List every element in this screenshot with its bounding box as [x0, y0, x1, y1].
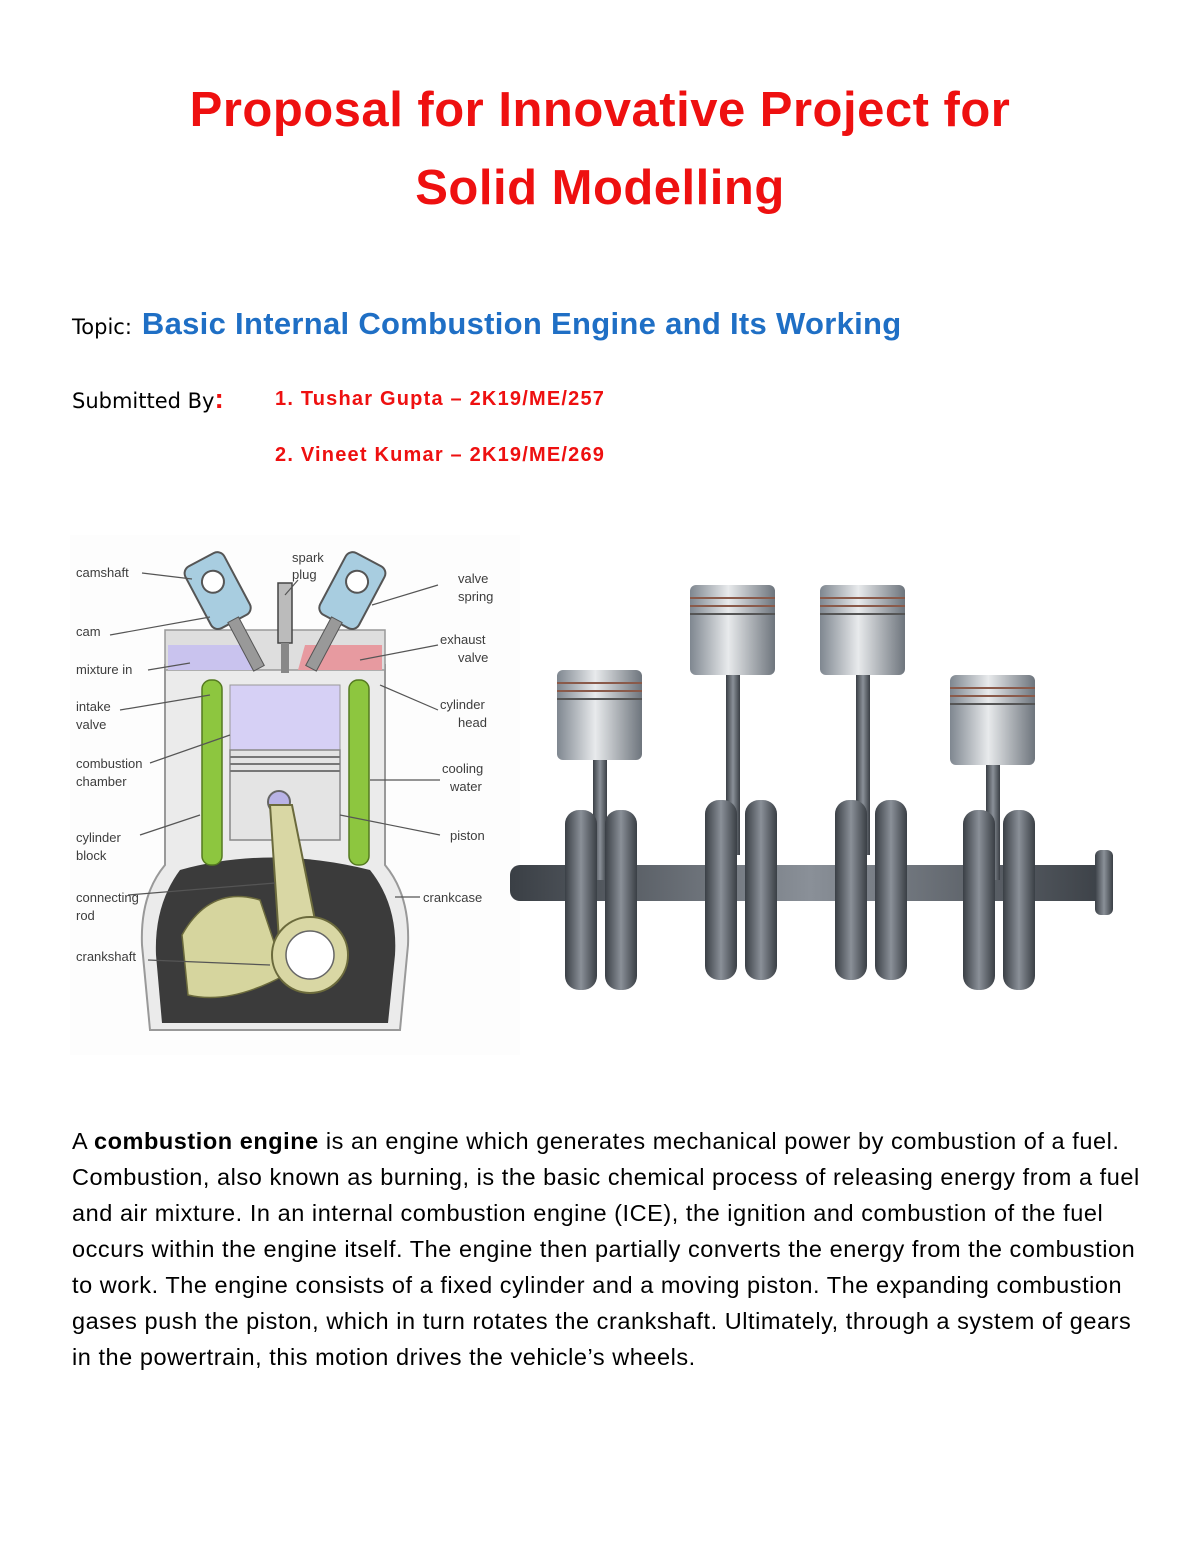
label-cooling-1: cooling	[442, 761, 484, 776]
label-valve-spring-2: spring	[458, 589, 494, 604]
submitted-colon: :	[214, 383, 224, 414]
topic-label: Topic:	[72, 315, 132, 339]
submitted-label: Submitted By	[72, 389, 215, 413]
topic-line	[72, 306, 902, 342]
paragraph-lead: A	[72, 1128, 95, 1154]
topic-value: Basic Internal Combustion Engine and Its Working	[141, 306, 902, 341]
member-1: 1. Tushar Gupta – 2K19/ME/257	[275, 388, 606, 410]
label-valve-spring-1: valve	[458, 571, 489, 586]
title-line-2: Solid Modelling	[415, 161, 785, 215]
label-exhaust-1: exhaust	[440, 632, 486, 647]
label-intake-2: valve	[76, 717, 107, 732]
label-connecting-1: connecting	[76, 890, 139, 905]
label-cooling-2: water	[450, 779, 482, 794]
title-line-1: Proposal for Innovative Project for	[189, 83, 1011, 137]
member-2: 2. Vineet Kumar – 2K19/ME/269	[275, 444, 606, 466]
label-intake-1: intake	[76, 699, 111, 714]
label-combustion-2: chamber	[76, 774, 127, 789]
label-camshaft: camshaft	[76, 565, 129, 580]
label-cylinder-block-1: cylinder	[76, 830, 121, 845]
label-crankcase: crankcase	[423, 890, 483, 905]
crankshaft-pistons-image	[505, 575, 1125, 1015]
label-mixture-in: mixture in	[76, 662, 133, 677]
label-crankshaft: crankshaft	[76, 949, 136, 964]
label-spark: spark	[292, 550, 324, 565]
label-cylinder-head-2: head	[458, 715, 487, 730]
label-piston: piston	[450, 828, 485, 843]
paragraph-bold-term: combustion engine	[94, 1128, 319, 1154]
paragraph-body: is an engine which generates mechanical power by combustion of a fuel. Combustion, also known as burning, is the basic chemical process of releasing energy from a fuel and air mixture. In an internal combustion engine (ICE), the ignition and combustion of the fuel occurs within the engine itself. The engine then partially converts the energy from the combustion to work. The engine consists of a fixed cylinder and a moving piston. The expanding combustion gases push the piston, which in turn rotates the crankshaft. Ultimately, through a system of gears in the powertrain, this motion drives the vehicle’s wheels.	[72, 1128, 1140, 1370]
submitted-by	[72, 383, 224, 415]
label-combustion-1: combustion	[76, 756, 143, 771]
description-paragraph	[72, 1123, 1142, 1375]
label-connecting-2: rod	[76, 908, 95, 923]
label-cylinder-head-1: cylinder	[440, 697, 485, 712]
label-cam: cam	[76, 624, 101, 639]
engine-cross-section-diagram	[70, 535, 520, 1055]
label-plug: plug	[292, 567, 317, 582]
label-cylinder-block-2: block	[76, 848, 107, 863]
label-exhaust-2: valve	[458, 650, 489, 665]
